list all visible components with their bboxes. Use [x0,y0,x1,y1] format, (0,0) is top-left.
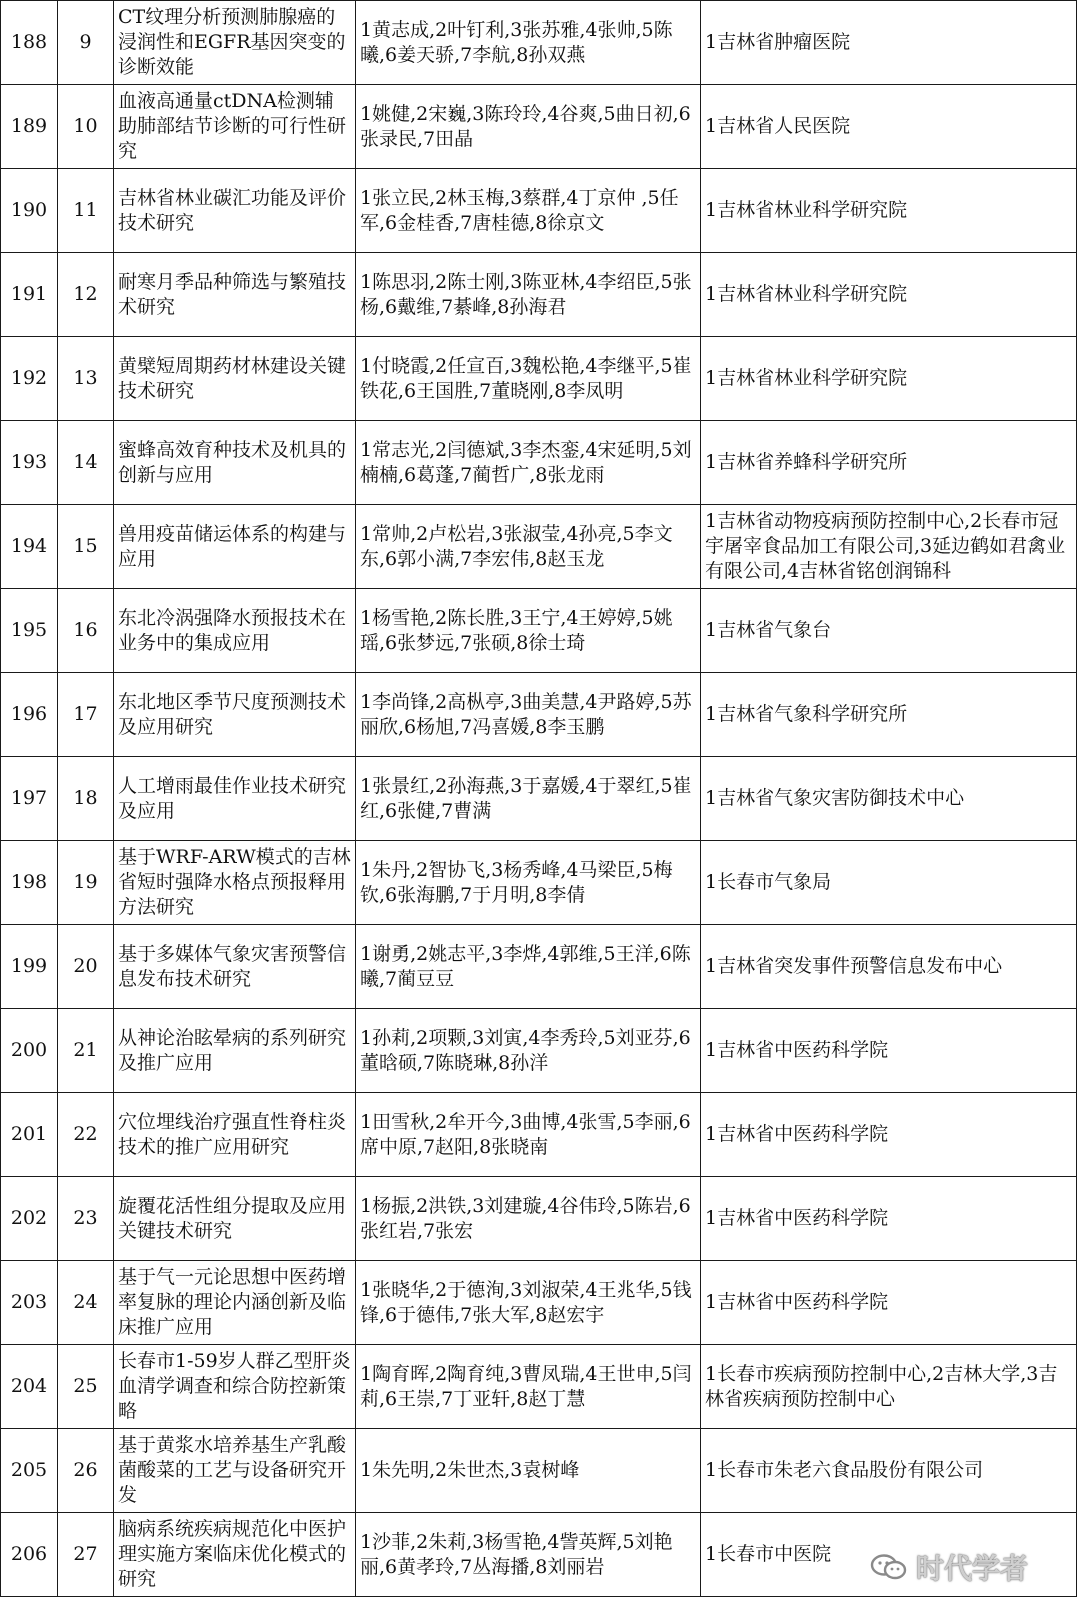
contributors-cell: 1孙莉,2项颗,3刘寅,4李秀玲,5刘亚芬,6董晗硕,7陈晓琳,8孙洋 [356,1009,701,1093]
row-index-cell: 202 [1,1177,58,1261]
project-title-cell: 人工增雨最佳作业技术研究及应用 [114,757,356,841]
table-row [1,841,1077,925]
sub-index-cell: 27 [58,1513,114,1597]
contributors-cell: 1沙菲,2朱莉,3杨雪艳,4訾英辉,5刘艳丽,6黄孝玲,7丛海播,8刘丽岩 [356,1513,701,1597]
sub-index-cell: 10 [58,85,114,169]
project-title-cell: 基于多媒体气象灾害预警信息发布技术研究 [114,925,356,1009]
organization-cell: 1长春市中医院 [701,1513,1077,1597]
project-title-cell: 旋覆花活性组分提取及应用关键技术研究 [114,1177,356,1261]
row-index-cell: 193 [1,421,58,505]
project-title-cell: 吉林省林业碳汇功能及评价技术研究 [114,169,356,253]
sub-index-cell: 14 [58,421,114,505]
row-index-cell: 189 [1,85,58,169]
project-title-cell: 蜜蜂高效育种技术及机具的创新与应用 [114,421,356,505]
table-row [1,1429,1077,1513]
organization-cell: 1长春市气象局 [701,841,1077,925]
table-row [1,1345,1077,1429]
row-index-cell: 197 [1,757,58,841]
project-title-cell: 基于黄浆水培养基生产乳酸菌酸菜的工艺与设备研究开发 [114,1429,356,1513]
sub-index-cell: 19 [58,841,114,925]
table-row [1,421,1077,505]
row-index-cell: 200 [1,1009,58,1093]
sub-index-cell: 12 [58,253,114,337]
sub-index-cell: 11 [58,169,114,253]
organization-cell: 1吉林省气象灾害防御技术中心 [701,757,1077,841]
contributors-cell: 1张立民,2林玉梅,3蔡群,4丁京仲 ,5任军,6金桂香,7唐桂德,8徐京文 [356,169,701,253]
contributors-cell: 1常帅,2卢松岩,3张淑莹,4孙亮,5李文东,6郭小满,7李宏伟,8赵玉龙 [356,505,701,589]
row-index-cell: 199 [1,925,58,1009]
table-row [1,169,1077,253]
table-row [1,925,1077,1009]
contributors-cell: 1张晓华,2于德洵,3刘淑荣,4王兆华,5钱锋,6于德伟,7张大军,8赵宏宇 [356,1261,701,1345]
project-title-cell: 黄檗短周期药材林建设关键技术研究 [114,337,356,421]
table-row [1,1,1077,85]
project-title-cell: 基于气一元论思想中医药增率复脉的理论内涵创新及临床推广应用 [114,1261,356,1345]
contributors-cell: 1李尚锋,2高枞亭,3曲美慧,4尹路婷,5苏丽欣,6杨旭,7冯喜媛,8李玉鹏 [356,673,701,757]
organization-cell: 1吉林省中医药科学院 [701,1261,1077,1345]
contributors-cell: 1朱先明,2朱世杰,3袁树峰 [356,1429,701,1513]
table-row [1,1177,1077,1261]
sub-index-cell: 26 [58,1429,114,1513]
organization-cell: 1吉林省肿瘤医院 [701,1,1077,85]
project-title-cell: 脑病系统疾病规范化中医护理实施方案临床优化模式的研究 [114,1513,356,1597]
sub-index-cell: 18 [58,757,114,841]
sub-index-cell: 17 [58,673,114,757]
sub-index-cell: 9 [58,1,114,85]
project-title-cell: 基于WRF-ARW模式的吉林省短时强降水格点预报释用方法研究 [114,841,356,925]
table-body [1,1,1077,1597]
organization-cell: 1吉林省中医药科学院 [701,1009,1077,1093]
watermark-text: 时代学者 [915,1552,1028,1585]
row-index-cell: 201 [1,1093,58,1177]
organization-cell: 1吉林省林业科学研究院 [701,169,1077,253]
sub-index-cell: 16 [58,589,114,673]
organization-cell: 1吉林省气象台 [701,589,1077,673]
row-index-cell: 205 [1,1429,58,1513]
table-row [1,757,1077,841]
row-index-cell: 196 [1,673,58,757]
contributors-cell: 1田雪秋,2牟开今,3曲博,4张雪,5李丽,6席中原,7赵阳,8张晓南 [356,1093,701,1177]
contributors-cell: 1谢勇,2姚志平,3李烨,4郭维,5王洋,6陈曦,7蔺豆豆 [356,925,701,1009]
sub-index-cell: 21 [58,1009,114,1093]
contributors-cell: 1姚健,2宋巍,3陈玲玲,4谷爽,5曲日初,6张录民,7田晶 [356,85,701,169]
sub-index-cell: 13 [58,337,114,421]
sub-index-cell: 23 [58,1177,114,1261]
table-row [1,1261,1077,1345]
contributors-cell: 1杨雪艳,2陈长胜,3王宁,4王婷婷,5姚瑶,6张梦远,7张硕,8徐士琦 [356,589,701,673]
organization-cell: 1吉林省中医药科学院 [701,1093,1077,1177]
sub-index-cell: 24 [58,1261,114,1345]
row-index-cell: 192 [1,337,58,421]
contributors-cell: 1张景红,2孙海燕,3于嘉媛,4于翠红,5崔红,6张健,7曹满 [356,757,701,841]
wechat-icon [870,1553,908,1581]
contributors-cell: 1陶育晖,2陶育纯,3曹凤瑞,4王世申,5闫莉,6王崇,7丁亚轩,8赵丁慧 [356,1345,701,1429]
sub-index-cell: 15 [58,505,114,589]
watermark [870,1547,1028,1587]
sub-index-cell: 25 [58,1345,114,1429]
table-row [1,1093,1077,1177]
row-index-cell: 204 [1,1345,58,1429]
row-index-cell: 188 [1,1,58,85]
contributors-cell: 1陈思羽,2陈士刚,3陈亚林,4李绍臣,5张杨,6戴维,7綦峰,8孙海君 [356,253,701,337]
project-title-cell: 东北地区季节尺度预测技术及应用研究 [114,673,356,757]
project-title-cell: 长春市1-59岁人群乙型肝炎血清学调查和综合防控新策略 [114,1345,356,1429]
organization-cell: 1吉林省突发事件预警信息发布中心 [701,925,1077,1009]
contributors-cell: 1付晓霞,2任宣百,3魏松艳,4李继平,5崔铁花,6王国胜,7董晓刚,8李凤明 [356,337,701,421]
row-index-cell: 190 [1,169,58,253]
table-row [1,253,1077,337]
table-row [1,589,1077,673]
organization-cell: 1长春市疾病预防控制中心,2吉林大学,3吉林省疾病预防控制中心 [701,1345,1077,1429]
project-title-cell: 东北冷涡强降水预报技术在业务中的集成应用 [114,589,356,673]
project-title-cell: 从神论治眩晕病的系列研究及推广应用 [114,1009,356,1093]
contributors-cell: 1朱丹,2智协飞,3杨秀峰,4马梁臣,5梅钦,6张海鹏,7于月明,8李倩 [356,841,701,925]
contributors-cell: 1常志光,2闫德斌,3李杰銮,4宋延明,5刘楠楠,6葛蓬,7蔺哲广,8张龙雨 [356,421,701,505]
table-row [1,673,1077,757]
row-index-cell: 195 [1,589,58,673]
row-index-cell: 198 [1,841,58,925]
project-title-cell: 耐寒月季品种筛选与繁殖技术研究 [114,253,356,337]
organization-cell: 1吉林省林业科学研究院 [701,253,1077,337]
row-index-cell: 203 [1,1261,58,1345]
organization-cell: 1长春市朱老六食品股份有限公司 [701,1429,1077,1513]
table-row [1,337,1077,421]
row-index-cell: 191 [1,253,58,337]
organization-cell: 1吉林省人民医院 [701,85,1077,169]
organization-cell: 1吉林省动物疫病预防控制中心,2长春市冠宇屠宰食品加工有限公司,3延边鹤如君禽业有限公司,4吉林省铭创润锦科 [701,505,1077,589]
contributors-cell: 1杨振,2洪铁,3刘建璇,4谷伟玲,5陈岩,6张红岩,7张宏 [356,1177,701,1261]
organization-cell: 1吉林省中医药科学院 [701,1177,1077,1261]
project-title-cell: 血液高通量ctDNA检测辅助肺部结节诊断的可行性研究 [114,85,356,169]
row-index-cell: 206 [1,1513,58,1597]
organization-cell: 1吉林省气象科学研究所 [701,673,1077,757]
table-row [1,1009,1077,1093]
table-row [1,505,1077,589]
project-title-cell: 兽用疫苗储运体系的构建与应用 [114,505,356,589]
organization-cell: 1吉林省林业科学研究院 [701,337,1077,421]
project-title-cell: 穴位埋线治疗强直性脊柱炎技术的推广应用研究 [114,1093,356,1177]
contributors-cell: 1黄志成,2叶钉利,3张苏雅,4张帅,5陈曦,6姜天骄,7李航,8孙双燕 [356,1,701,85]
sub-index-cell: 22 [58,1093,114,1177]
organization-cell: 1吉林省养蜂科学研究所 [701,421,1077,505]
table-row [1,85,1077,169]
sub-index-cell: 20 [58,925,114,1009]
row-index-cell: 194 [1,505,58,589]
project-title-cell: CT纹理分析预测肺腺癌的浸润性和EGFR基因突变的诊断效能 [114,1,356,85]
